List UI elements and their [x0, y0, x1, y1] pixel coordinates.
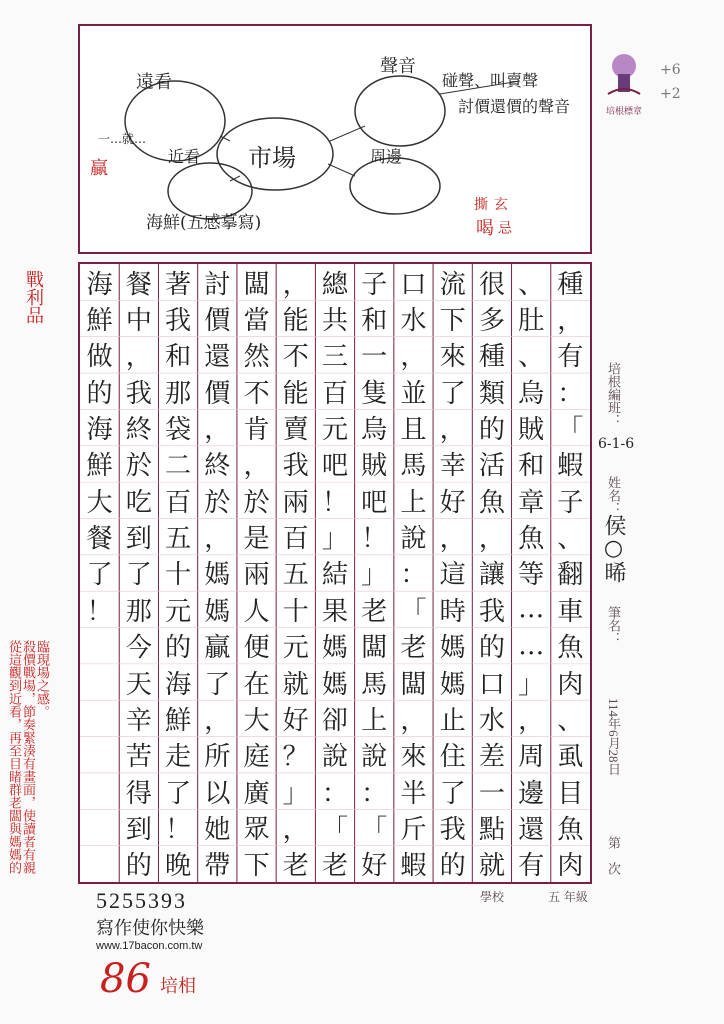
grid-char: 鮮	[86, 451, 113, 482]
grid-char: ，	[282, 269, 309, 300]
grid-char: 共	[321, 306, 349, 337]
class-label: 培根編班：	[606, 362, 621, 427]
grid-char: 周	[518, 742, 545, 773]
text-column	[80, 264, 119, 882]
grid-char: 讓	[478, 560, 505, 591]
grid-char: 賊	[518, 415, 545, 446]
grid-char: 種	[557, 269, 584, 300]
grid-char: ，	[204, 524, 231, 555]
text-column	[158, 264, 197, 882]
grid-char: 元	[164, 596, 192, 627]
grid-char: 的	[86, 378, 113, 409]
grid-char: 能	[282, 378, 309, 409]
grid-char: 賣	[282, 415, 309, 446]
grid-char: 來	[439, 342, 466, 373]
grid-char: 很	[478, 269, 505, 300]
grid-char: 是	[243, 524, 270, 555]
grid-char: 不	[243, 378, 270, 409]
grid-char: 和	[164, 342, 192, 373]
grid-char: …	[518, 630, 545, 661]
grid-char: ，	[204, 705, 231, 736]
grid-char: 類	[478, 378, 505, 409]
grid-char: 止	[439, 705, 466, 736]
text-column	[433, 264, 472, 882]
grid-char: 一	[478, 778, 505, 809]
grid-char: 多	[478, 306, 505, 337]
grid-char: 魚	[518, 524, 545, 555]
grid-char: 還	[518, 814, 545, 845]
grid-char: 活	[478, 451, 505, 482]
grid-char: 、	[557, 705, 584, 736]
score-corner-2: +2	[660, 86, 681, 102]
grid-char: 烏	[518, 378, 545, 409]
grid-char: 百	[321, 378, 349, 409]
grid-char: 「	[361, 814, 388, 845]
grid-char: 子	[361, 269, 388, 300]
signature: 培相	[160, 976, 196, 997]
grid-char: 一	[361, 342, 388, 373]
grid-char: 五	[282, 560, 309, 591]
grid-char: 五	[164, 524, 192, 555]
grid-char: 點	[478, 814, 505, 845]
grid-char: 我	[164, 306, 192, 337]
grid-char: 肚	[518, 306, 545, 337]
score: 86	[100, 956, 151, 1002]
text-column	[472, 264, 511, 882]
grid-char: 「	[557, 415, 584, 446]
grid-char: 」	[321, 524, 349, 555]
grid-char: 「	[400, 596, 427, 627]
mindmap-center: 市場	[248, 144, 296, 172]
grid-char: 鮮	[164, 705, 192, 736]
grid-char: ，	[125, 342, 152, 373]
grid-char: 幸	[439, 451, 466, 482]
grid-char: 、	[518, 342, 545, 373]
website-url: www.17bacon.com.tw	[96, 940, 203, 952]
stamp-icon	[600, 44, 648, 100]
mindmap-side-note: 一…就…	[98, 132, 147, 146]
grid-char: 魚	[557, 633, 584, 664]
grid-char: 媽	[321, 669, 349, 700]
grid-char: 人	[243, 596, 270, 627]
grid-char: 肉	[557, 669, 584, 700]
grid-char: 走	[164, 742, 192, 773]
grid-char: 帶	[204, 851, 231, 882]
grid-char: 和	[361, 306, 388, 337]
grid-char: 」	[361, 560, 388, 591]
grid-char: 的	[439, 851, 466, 882]
grid-char: 」	[518, 669, 545, 700]
grid-char: 老	[400, 633, 427, 664]
grid-char: 那	[164, 378, 192, 409]
grid-char: 好	[282, 705, 309, 736]
grid-char: 種	[478, 342, 505, 373]
grid-char: 老	[282, 851, 309, 882]
grid-char: 十	[164, 560, 192, 591]
mindmap-sound: 聲音	[380, 56, 416, 77]
grid-char: 媽	[204, 596, 231, 627]
text-column	[551, 264, 590, 882]
grid-char: 海	[164, 669, 192, 700]
grid-char: 卻	[321, 705, 349, 736]
red-comment-column: 殺價戰場，節奏緊湊有畫面，使讀者有親	[20, 640, 35, 874]
grid-char: 到	[125, 814, 152, 845]
grid-char: ！	[86, 596, 113, 627]
grid-char: 總	[321, 269, 349, 300]
grid-char: 我	[478, 596, 505, 627]
writing-grid	[78, 262, 592, 884]
score-corner-1: +6	[660, 62, 681, 78]
grid-char: 肯	[243, 415, 270, 446]
grid-char: 結	[321, 560, 349, 591]
order-label: 第 次	[606, 836, 621, 875]
grid-char: 肉	[557, 851, 584, 882]
grid-char: 所	[204, 742, 231, 773]
grid-char: 了	[86, 560, 113, 591]
grid-char: 口	[400, 269, 427, 300]
slogan: 寫作使你快樂	[96, 918, 204, 939]
grid-char: 今	[125, 633, 152, 664]
grid-char: 時	[439, 596, 466, 627]
grid-char: 的	[478, 633, 505, 664]
grid-char: ：	[400, 560, 427, 591]
grid-char: 百	[164, 487, 192, 518]
text-column	[355, 264, 394, 882]
grid-char: 兩	[243, 560, 270, 591]
phone-number: 5255393	[96, 888, 187, 913]
mindmap-side-char: 贏	[90, 158, 108, 179]
grid-char: ，	[557, 306, 584, 337]
grid-char: 吃	[125, 487, 152, 518]
grid-char: 差	[478, 742, 505, 773]
grid-char: 著	[164, 269, 192, 300]
grid-char: 那	[125, 596, 152, 627]
grid-char: 」	[282, 778, 309, 809]
grid-char: 媽	[204, 560, 231, 591]
text-column	[394, 264, 433, 882]
grid-char: 得	[125, 778, 152, 809]
grid-char: 海	[86, 269, 113, 300]
grid-char: 說	[400, 524, 427, 555]
grid-char: 闆	[243, 269, 270, 300]
grid-char: 便	[243, 633, 270, 664]
grid-char: 終	[204, 451, 231, 482]
grid-char: 車	[557, 596, 584, 627]
grid-char: 餐	[125, 269, 152, 300]
grid-char: 並	[400, 378, 427, 409]
grid-char: 下	[243, 851, 270, 882]
grid-char: 眾	[243, 814, 270, 845]
text-column	[512, 264, 551, 882]
grid-char: 馬	[400, 451, 427, 482]
grid-char: ！	[361, 524, 388, 555]
mindmap-red-note-2: 玄	[494, 197, 508, 213]
grid-char: 賊	[361, 451, 388, 482]
grid-char: 我	[125, 378, 152, 409]
grid-char: 還	[204, 342, 231, 373]
grid-char: 就	[282, 669, 309, 700]
grid-char: 章	[518, 487, 545, 518]
mindmap-sound-note-2: 討價還價的聲音	[458, 97, 571, 116]
bacon-stamp	[600, 44, 648, 117]
grid-char: 就	[478, 851, 505, 882]
mindmap-sound-note-1: 碰聲、叫賣聲	[442, 71, 539, 90]
text-column	[315, 264, 354, 882]
mindmap-around: 周邊	[370, 147, 403, 166]
grid-char: 了	[204, 669, 231, 700]
grid-char: 闆	[361, 633, 388, 664]
grid-char: 的	[478, 415, 505, 446]
grid-char: 了	[439, 778, 466, 809]
text-column	[276, 264, 315, 882]
grid-char: 果	[321, 596, 349, 627]
grid-char: 終	[125, 415, 152, 446]
grid-char: 於	[204, 487, 231, 518]
grid-char: 庭	[243, 742, 270, 773]
name-label: 姓名：	[606, 476, 621, 515]
grid-char: 半	[400, 778, 427, 809]
mindmap-red-note-4: 忌	[498, 221, 512, 237]
grid-char: 價	[204, 306, 231, 337]
grid-char: 說	[321, 742, 349, 773]
grid-char: 價	[204, 378, 231, 409]
mindmap-far: 遠看	[136, 72, 172, 93]
grid-char: 在	[243, 669, 270, 700]
grid-char: 十	[282, 596, 309, 627]
grid-char: 於	[125, 451, 152, 482]
brand-block	[96, 888, 204, 952]
grid-char: 中	[125, 306, 152, 337]
grid-char: ！	[321, 487, 349, 518]
grid-char: 了	[439, 378, 466, 409]
grid-char: 流	[439, 269, 466, 300]
grid-char: 做	[86, 342, 113, 373]
grid-char: 魚	[557, 814, 584, 845]
grid-char: ，	[400, 342, 427, 373]
text-column	[237, 264, 276, 882]
red-comment-title: 戰利品	[23, 270, 44, 324]
grid-char: 且	[400, 415, 427, 446]
grid-char: 兩	[282, 487, 309, 518]
grid-char: 廣	[243, 778, 270, 809]
grid-char: 元	[282, 633, 309, 664]
mind-map-box	[78, 24, 592, 254]
class-value: 6-1-6	[598, 436, 635, 452]
grid-char: ，	[518, 705, 545, 736]
grid-char: 水	[400, 306, 427, 337]
grid-char: 好	[439, 487, 466, 518]
grid-char: 她	[204, 814, 231, 845]
grid-char: 三	[321, 342, 349, 373]
grid-char: 說	[361, 742, 388, 773]
mindmap-seafood: 海鮮(五感摹寫)	[146, 213, 262, 233]
grid-char: 然	[243, 342, 270, 373]
grid-char: 吧	[321, 451, 349, 482]
school-label: 學校	[480, 890, 505, 904]
grid-char: 大	[86, 487, 113, 518]
grid-char: ，	[439, 524, 466, 555]
grid-char: 虱	[557, 742, 584, 773]
red-comment-column: 從這觀到近看，再至目睹群老闆與媽媽的	[6, 640, 21, 874]
grid-char: 了	[125, 560, 152, 591]
grid-char: 、	[557, 524, 584, 555]
grid-char: 有	[518, 851, 545, 882]
grid-char: 我	[439, 814, 466, 845]
grid-char: 來	[400, 742, 427, 773]
grid-char: 有	[557, 342, 584, 373]
grid-char: 我	[282, 451, 309, 482]
grid-char: 當	[243, 306, 270, 337]
grid-char: 下	[439, 306, 466, 337]
grid-char: 到	[125, 524, 152, 555]
text-column	[119, 264, 158, 882]
grid-char: 了	[164, 778, 192, 809]
grid-char: 魚	[478, 487, 505, 518]
grid-char: 住	[439, 742, 466, 773]
grid-char: 媽	[439, 669, 466, 700]
name-value: 侯○晞	[601, 514, 626, 583]
grid-char: 於	[243, 487, 270, 518]
grid-char: ，	[478, 524, 505, 555]
grid-char: 袋	[164, 415, 192, 446]
grid-char: 媽	[439, 633, 466, 664]
grid-char: ：	[321, 778, 349, 809]
red-comment-column: 臨現場之感。	[34, 640, 49, 718]
grid-char: 「	[321, 814, 349, 845]
grid-char: 蝦	[400, 851, 427, 882]
grid-char: ，	[204, 415, 231, 446]
grid-char: 目	[557, 778, 584, 809]
grid-char: 的	[125, 851, 152, 882]
grid-char: 二	[164, 451, 192, 482]
grid-char: 闆	[400, 669, 427, 700]
grid-char: 斤	[400, 814, 427, 845]
grid-char: 口	[478, 669, 505, 700]
stamp-label: 培根標章	[605, 107, 642, 117]
grid-char: ，	[282, 814, 309, 845]
grid-char: …	[518, 594, 545, 625]
grid-char: 子	[557, 487, 584, 518]
grid-char: 百	[282, 524, 309, 555]
grid-char: 等	[518, 560, 545, 591]
grid-char: 邊	[518, 778, 545, 809]
date: 114年6月28日	[606, 698, 621, 776]
grid-char: 翻	[557, 560, 584, 591]
grid-char: 不	[282, 342, 309, 373]
pen-label: 筆名：	[606, 606, 621, 645]
grid-char: 苦	[125, 742, 152, 773]
grid-char: 媽	[321, 633, 349, 664]
grid-char: 馬	[361, 669, 388, 700]
grid-char: 辛	[125, 705, 152, 736]
grid-char: ，	[243, 451, 270, 482]
grid-char: ？	[282, 742, 309, 773]
grid-char: ！	[164, 814, 192, 845]
mindmap-near: 近看	[168, 147, 201, 166]
grid-char: ：	[557, 378, 584, 409]
grid-char: 老	[361, 596, 388, 627]
grid-char: 餐	[86, 524, 113, 555]
grid-char: 元	[321, 415, 349, 446]
grid-char: 上	[361, 705, 388, 736]
grid-char: 晚	[164, 851, 192, 882]
grid-char: ，	[439, 415, 466, 446]
grid-char: 以	[204, 778, 231, 809]
grade-label: 五 年級	[548, 890, 588, 904]
grid-char: 上	[400, 487, 427, 518]
grid-char: 能	[282, 306, 309, 337]
grid-char: 好	[361, 851, 388, 882]
grid-char: 天	[125, 669, 152, 700]
grid-char: 這	[439, 560, 466, 591]
grid-char: 大	[243, 705, 270, 736]
grid-char: 隻	[361, 378, 388, 409]
grid-char: 和	[518, 451, 545, 482]
text-column	[198, 264, 237, 882]
mindmap-red-note-1: 撕	[474, 197, 488, 213]
mindmap-red-note-3: 喝	[476, 218, 494, 239]
grid-char: ：	[361, 778, 388, 809]
grid-char: 鮮	[86, 306, 113, 337]
grid-char: 蝦	[557, 451, 584, 482]
grid-char: 老	[321, 851, 349, 882]
grid-char: 水	[478, 705, 505, 736]
grid-char: 烏	[361, 415, 388, 446]
grid-char: ，	[400, 705, 427, 736]
grid-char: 討	[204, 269, 231, 300]
grid-char: 、	[518, 269, 545, 300]
grid-char: 贏	[204, 633, 231, 664]
red-comment-body	[6, 640, 76, 1020]
grid-char: 的	[164, 633, 192, 664]
grid-char: 海	[86, 415, 113, 446]
grid-char: 吧	[361, 487, 388, 518]
